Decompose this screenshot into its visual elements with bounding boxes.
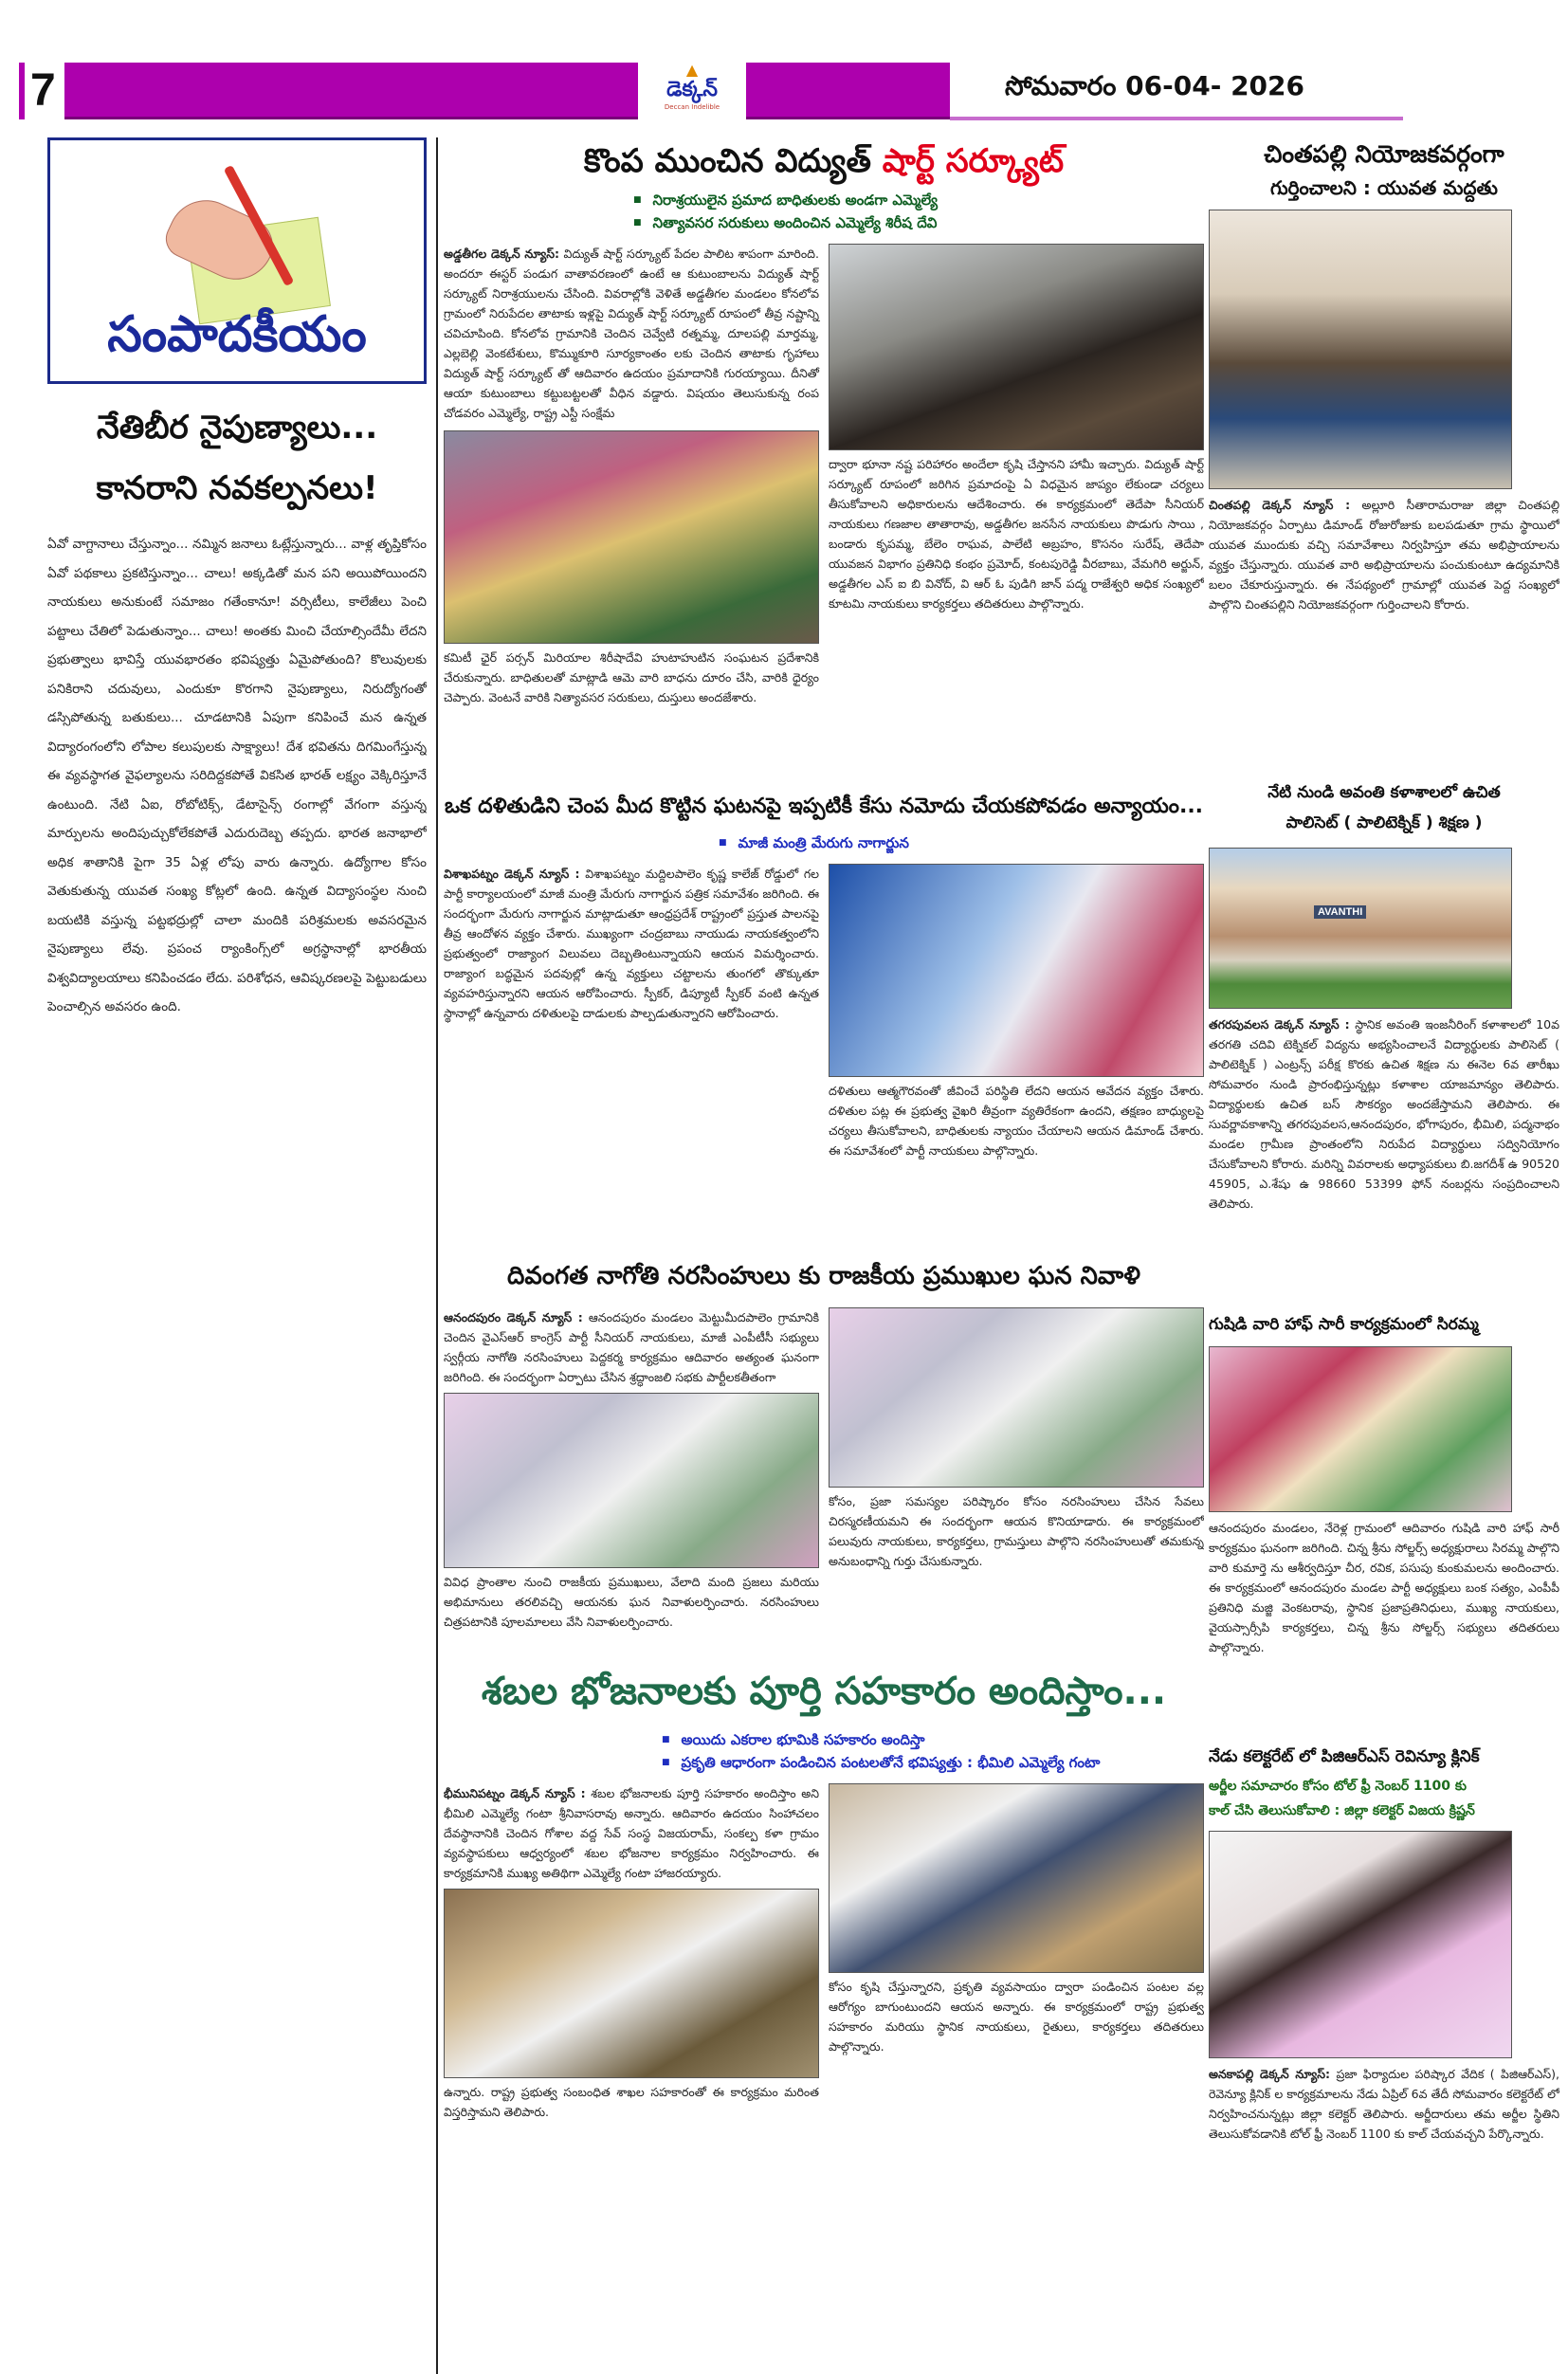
story-dalit-bullets <box>719 831 1204 854</box>
logo-name: డెక్కన్ <box>666 78 718 101</box>
issue-date: సోమవారం 06-04- 2026 <box>1005 70 1305 101</box>
photo-mla-distribution <box>444 430 819 644</box>
story-saree-body: ఆనందపురం మండలం, నేరెళ్ల గ్రామంలో ఆదివారం గుషిడి వారి హాఫ్ సారీ కార్యక్రమం ఘనంగా జరిగింది. చిన్న శ్రీను సోల్జర్స్ అధ్యక్షురాలు సిరమ్మ పాల్గొని వారి కుమార్తె ను ఆశీర్వదిస్తూ చీర, రవిక, పసుపు కుంకుమలను అందించారు. ఈ కార్యక్రమంలో ఆనందపురం మండల పార్టీ అధ్యక్షులు బంక సత్యం, ఎంపీపీ ప్రతినిధి మజ్జి వెంకటరావు, స్థానిక ప్రజాప్రతినిధులు, ముఖ్య నాయకులు, వైయస్సార్సీపి కార్యకర్తలు, చిన్న శ్రీను సోల్జర్స్ సభ్యులు తదితరులు పాల్గొన్నారు. <box>1209 1521 1559 1654</box>
story-chintapalli-body: చింతపల్లి డెక్కన్ న్యూస్ : అల్లూరి సీతారామరాజు జిల్లా చింతపల్లి నియోజకవర్గం ఏర్పాటు డిమాండ్ రోజురోజుకు బలపడుతూ గ్రామ స్థాయిలో యువత ముందుకు వచ్చి సమావేశాలు నిర్వహిస్తూ తమ అభిప్రాయాలను వ్యక్తం చేస్తున్నారు. యువత వారి అభిప్రాయాలను పంచుకుంటూ ఉద్యమానికి బలం చేకూరుస్తున్నారు. ఈ నేపథ్యంలో గ్రామాల్లో యువత పెద్ద సంఖ్యలో పాల్గొని చింతపల్లిని నియోజకవర్గంగా గుర్తించాలని కోరారు. <box>1209 498 1559 612</box>
photo-press-meet <box>829 864 1204 1077</box>
story-avanthi <box>1209 777 1559 1308</box>
newspaper-logo <box>645 63 739 119</box>
photo-gosala-meeting <box>829 1783 1204 1973</box>
college-sign: AVANTHI <box>1314 905 1366 919</box>
photo-avanthi-college <box>1209 848 1512 1009</box>
photo-burnt-house <box>829 244 1204 450</box>
right-column <box>1209 137 1559 2374</box>
story-dalit-body-1: విశాఖపట్నం డెక్కన్ న్యూస్ : విశాఖపట్నం మద్దిలపాలెం కృష్ణ కాలేజ్ రోడ్డులో గల పార్టీ కార్యాలయంలో మాజీ మంత్రి మేరుగు నాగార్జున పత్రిక సమావేశం జరిగింది. ఈ సందర్భంగా మేరుగు నాగార్జున మాట్లాడుతూ ఆంధ్రప్రదేశ్ రాష్ట్రంలో ప్రస్తుత పాలనపై తీవ్ర ఆందోళన వ్యక్తం చేశారు. ముఖ్యంగా చంద్రబాబు నాయుడు నాయకత్వంలోని ప్రభుత్వంలో రాజ్యాంగ విలువలు దెబ్బతింటున్నాయని ఆయన విమర్శించారు. రాజ్యాంగ బద్ధమైన పదవుల్లో ఉన్న వ్యక్తులు చట్టాలను తుంగలో తొక్కుతూ వ్యవహరిస్తున్నారని ఆయన ఆరోపించారు. స్పీకర్, డిప్యూటీ స్పీకర్ వంటి ఉన్నత స్థానాల్లో ఉన్నవారు దళితులపై దాడులకు పాల్పడుతున్నారని ఆరోపించారు. <box>444 867 819 1020</box>
story-fire-body-3: ద్వారా భూనా నష్ట పరిహారం అందేలా కృషి చేస్తానని హామీ ఇచ్చారు. విద్యుత్ షార్ట్ సర్క్యూట్ రూపంలో జరిగిన ప్రమాదంపై ఏ విధమైన జాప్యం లేకుండా చర్యలు తీసుకోవాలని అధికారులను ఆదేశించారు. ఈ కార్యక్రమంలో తెదేపా సీనియర్ నాయకులు గణజాల తాతారావు, అడ్డతీగల జనసేన నాయకులు పొడుగు సాయి , బండారు కృపమ్మ, బేలెం రాఘవ, పాలేటి అబ్రహం, కొసనం సురేష్, తెదేపా యువజన విభాగం ప్రతినిధి కంభం ప్రమోద్, కంటపురెడ్డి వీరబాబు, వేమగిరి అర్జున్, అడ్డతీగల ఎస్ ఐ బి వినోద్, వి ఆర్ ఓ పుడిగి జాన్ పద్మ రాజేశ్వరి అధిక సంఖ్యలో కూటమి నాయకులు కార్యకర్తలు తదితరులు పాల్గొన్నారు. <box>829 457 1204 611</box>
story-fire-bullets <box>633 189 1204 234</box>
story-dalit <box>444 786 1204 1251</box>
headline-red-part: షార్ట్ సర్క్యూట్ <box>882 142 1065 180</box>
story-avanthi-body: తగరపువలస డెక్కన్ న్యూస్ : స్థానిక అవంతి ఇంజనీరింగ్ కళాశాలలో 10వ తరగతి చదివి టెక్నికల్ విద్యను అభ్యసించాలనే విద్యార్థులకు పాలిసెట్ ( పాలిటెక్నిక్ ) ఎంట్రన్స్ పరీక్ష కొరకు ఉచిత శిక్షణ ను ఈనెల 6వ తారీఖు సోమవారం నుండి ప్రారంభిస్తున్నట్లు కళాశాల యాజమాన్యం తెలిపారు. విద్యార్థులకు ఉచిత బస్ సౌకర్యం అందజేస్తామని తెలిపారు. ఈ సువర్ణావకాశాన్ని తగరపువలస,ఆనందపురం, భోగాపురం, భీమిలి, పద్మనాభం మండల గ్రామీణ ప్రాంతంలోని నిరుపేద విద్యార్థులు సద్వినియోగం చేసుకోవాలని కోరారు. మరిన్ని వివరాలకు అధ్యాపకులు బి.జగదీశ్ ఉ 90520 45905, ఎ.శేషు ఉ 98660 53399 ఫోన్ నంబర్లను సంప్రదించాలని తెలిపారు. <box>1209 1017 1559 1211</box>
editorial-section-title: సంపాదకీయం <box>107 306 367 363</box>
story-avanthi-headline-2: పాలిసెట్ ( పాలిటెక్నిక్ ) శిక్షణ ) <box>1285 813 1483 832</box>
story-fire-body-2: కమిటీ ఛైర్ పర్సన్ మిరియాల శిరీషాదేవి హుటాహుటిన సంఘటన ప్రదేశానికి చేరుకున్నారు. బాధితులతో మాట్లాడి ఆమె వారి బాధను దూరం చేసి, వారికి ధైర్యం చెప్పారు. వెంటనే వారికి నిత్యావసర సరుకులు, దుస్తులు అందజేశారు. <box>444 650 819 704</box>
story-dalit-headline: ఒక దళితుడిని చెంప మీద కొట్టిన ఘటనపై ఇప్పటికీ కేసు నమోదు చేయకపోవడం అన్యాయం... <box>444 794 1204 818</box>
story-collector-headline: నేడు కలెక్టరేట్ లో పిజిఆర్ఎస్ రెవిన్యూ క్లినిక్ <box>1209 1747 1480 1766</box>
editorial-headline-2: కానరాని నవకల్పనలు! <box>96 469 378 507</box>
masthead <box>19 63 1422 121</box>
photo-tribute-portrait <box>829 1307 1204 1488</box>
dateline: విశాఖపట్నం డెక్కన్ న్యూస్ : <box>444 867 580 881</box>
story-gosala-headline: శబల భోజనాలకు పూర్తి సహకారం అందిస్తాం... <box>481 1670 1167 1713</box>
headline-black-part: కొంప ముంచిన విద్యుత్ <box>583 142 871 180</box>
story-tribute-body-2: కోసం, ప్రజా సమస్యల పరిష్కారం కోసం నరసింహులు చేసిన సేవలు చిరస్మరణీయమని ఈ సందర్భంగా ఆయన కొనియాడారు. ఈ కార్యక్రమంలో పలువురు నాయకులు, కార్యకర్తలు, గ్రామస్తులు పాల్గొని నరసింహులుతో తమకున్న అనుబంధాన్ని గుర్తు చేసుకున్నారు. <box>829 1494 1204 1568</box>
story-gosala-body-3: ఉన్నారు. రాష్ట్ర ప్రభుత్వ సంబంధిత శాఖల సహకారంతో ఈ కార్యక్రమం మరింత విస్తరిస్తామని తెలిపారు. <box>444 2085 819 2119</box>
story-chintapalli-headline-1: చింతపల్లి నియోజకవర్గంగా <box>1264 140 1504 168</box>
story-collector-subhead-2: కాల్ చేసి తెలుసుకోవాలి : జిల్లా కలెక్టర్ విజయ క్రిష్ణన్ <box>1209 1803 1475 1818</box>
center-columns <box>436 137 1204 2374</box>
logo-tagline: Deccan Indelible <box>664 103 720 111</box>
story-collector <box>1209 1740 1559 2144</box>
bullet-item: ■ అయిదు ఎకరాల భూమికి సహకారం అందిస్తా <box>662 1728 1204 1751</box>
editorial-body: ఏవో వాగ్దానాలు చేస్తున్నాం... నమ్మిన జనాలు ఓట్లేస్తున్నారు... వాళ్ల తృప్తికోసం ఏవో పథకాలు ప్రకటిస్తున్నాం... చాలు! అక్కడితో మన పని అయిపోయిందని నాయకులు అనుకుంటే సమాజం గతేంకానూ! వర్సిటీలు, కాలేజీలు పెంచి పట్టాలు చేతిలో పెడుతున్నాం... చాలు! అంతకు మించి చేయాల్సిందేమీ లేదని ప్రభుత్వాలు భావిస్తే యువభారతం భవిష్యత్తు ఏమైపోతుంది? కొలువులకు పనికిరాని చదువులు, ఎందుకూ కొరగాని నైపుణ్యాలు, నిరుద్యోగంతో డస్సిపోతున్న బతుకులు... చూడటానికి ఏపుగా కనిపించే మన ఉన్నత విద్యారంగంలోని లోపాల కలుపులకు సాక్ష్యాలు! దేశ భవితను దిగమింగేస్తున్న ఈ వ్యవస్థాగత వైఫల్యాలను సరిదిద్దకపోతే వికసిత భారత్ లక్ష్యం వెక్కిరిస్తూనే ఉంటుంది. నేటి ఏఐ, రోబోటిక్స్, డేటాసైన్స్ రంగాల్లో వేగంగా వస్తున్న మార్పులను అందిపుచ్చుకోలేకపోతే ఎదురుదెబ్బ తప్పదు. భారత జనాభాలో అధిక శాతానికి పైగా 35 ఏళ్ల లోపు వారు ఉన్నారు. ఉద్యోగాల కోసం వెతుకుతున్న యువత సంఖ్య కోట్లలో ఉంది. ఉన్నత విద్యాసంస్థల నుంచి బయటికి వస్తున్న పట్టభద్రుల్లో చాలా మందికి పరిశ్రమలకు అవసరమైన నైపుణ్యాలు లేవు. ప్రపంచ ర్యాంకింగ్స్‌లో అగ్రస్థానాల్లో భారతీయ విశ్వవిద్యాలయాలు కనిపించడం లేదు. పరిశోధన, ఆవిష్కరణలపై పెట్టుబడులు పెంచాల్సిన అవసరం ఉంది. <box>47 537 427 1014</box>
page-number: 7 <box>30 65 56 116</box>
masthead-band-right <box>746 63 950 119</box>
flame-icon: ▲ <box>685 61 699 79</box>
photo-youth-meeting <box>1209 210 1512 489</box>
story-dalit-body-2: దళితులు ఆత్మగౌరవంతో జీవించే పరిస్థితి లేదని ఆయన ఆవేదన వ్యక్తం చేశారు. దళితుల పట్ల ఈ ప్రభుత్వ వైఖరి తీవ్రంగా వ్యతిరేకంగా ఉందని, తక్షణం బాధ్యులపై చర్యలు తీసుకోవాలని, బాధితులకు న్యాయం చేయాలని ఆయన డిమాండ్ చేశారు. ఈ సమావేశంలో పార్టీ నాయకులు పాల్గొన్నారు. <box>829 1084 1204 1158</box>
page-number-bar <box>19 63 25 119</box>
story-gosala <box>444 1658 1204 2122</box>
dateline: చింతపల్లి డెక్కన్ న్యూస్ : <box>1209 498 1351 512</box>
story-tribute-body-1: ఆనందపురం డెక్కన్ న్యూస్ : ఆనందపురం మండలం మెట్టుమీదపాలెం గ్రామానికి చెందిన వైఎస్ఆర్ కాంగ్రెస్ పార్టీ సీనియర్ నాయకులు, మాజీ ఎంపీటీసీ సభ్యులు స్వర్గీయ నాగోతి నరసింహులు పెద్దకర్మ కార్యక్రమం ఆదివారం అత్యంత ఘనంగా జరిగింది. ఈ సందర్భంగా ఏర్పాటు చేసిన శ్రద్ధాంజలి సభకు పార్టీలకతీతంగా <box>444 1310 820 1384</box>
story-tribute-headline: దివంగత నాగోతి నరసింహులు కు రాజకీయ ప్రముఖుల ఘన నివాళి <box>507 1262 1140 1290</box>
story-avanthi-headline-1: నేటి నుండి అవంతి కళాశాలలో ఉచిత <box>1267 783 1501 802</box>
dateline: తగరపువలస డెక్కన్ న్యూస్ : <box>1209 1017 1350 1032</box>
dateline: అనకాపల్లి డెక్కన్ న్యూస్: <box>1209 2067 1331 2081</box>
photo-gosala-group <box>444 1889 819 2078</box>
story-tribute <box>444 1251 1204 1658</box>
story-gosala-body-1: భీమునిపట్నం డెక్కన్ న్యూస్ : శబల భోజనాలకు పూర్తి సహకారం అందిస్తాం అని భీమిలి ఎమ్మెల్యే గంటా శ్రీనివాసరావు అన్నారు. ఆదివారం ఉదయం సింహాచలం దేవస్థానానికి చెందిన గోశాల వద్ద సేవ్ సంస్థ విజయరామ్, సంకల్ప కళా గ్రామం వ్యవస్థాపకులు ఆధ్వర్యంలో శబల భోజనాల కార్యక్రమం నిర్వహించారు. ఈ కార్యక్రమానికి ముఖ్య అతిథిగా ఎమ్మెల్యే గంటా హాజరయ్యారు. <box>444 1786 819 1880</box>
editorial-column <box>47 137 427 2374</box>
story-fire-body-1: అడ్డతీగల డెక్కన్ న్యూస్: విద్యుత్ షార్ట్ సర్క్యూట్ పేదల పాలిట శాపంగా మారింది. అందరూ ఈస్టర్ పండుగ వాతావరణంలో ఉంటే ఆ కుటుంబాలను విద్యుత్ షార్ట్ సర్క్యూట్ నిరాశ్రయులను చేసింది. వివరాల్లోకి వెళితే అడ్డతీగల మండలం కోనలోవ గ్రామంలో నిరుపేదల తాటాకు ఇళ్లపై విద్యుత్ షార్ట్ సర్క్యూట్ రూపంలో తీవ్ర నష్టాన్ని చవిచూపింది. కోనలోవ గ్రామానికి చెందిన చెవ్వేటి రత్నమ్మ, దూలపల్లి మార్తమ్మ, ఎల్లబెల్లి వెంకటేశులు, కొమ్ముకూరి సూర్యకాంతం లకు చెందిన తాటాకు గృహాలు విద్యుత్ షార్ట్ సర్క్యూట్ తో ఆదివారం ఉదయం ప్రమాదానికి గురయ్యాయి. దీనితో ఆయా కుటుంబాలు కట్టుబట్టలతో వీధిన వడ్డారు. విషయం తెలుసుకున్న రంప చోడవరం ఎమ్మెల్యే, రాష్ట్ర ఎస్టీ సంక్షేమ <box>444 247 819 420</box>
editorial-banner <box>47 137 427 384</box>
story-saree <box>1209 1308 1559 1740</box>
photo-tribute-meeting <box>444 1393 819 1568</box>
bullet-item: ■ ప్రకృతి ఆధారంగా పండించిన పంటలతోనే భవిష్యత్తు : భీమిలి ఎమ్మెల్యే గంటా <box>662 1751 1204 1774</box>
story-collector-subhead-1: అర్జీల సమాచారం కోసం టోల్ ఫ్రీ నెంబర్ 1100 కు <box>1209 1779 1468 1794</box>
story-chintapalli <box>1209 137 1559 777</box>
bullet-item: ■ మాజీ మంత్రి మేరుగు నాగార్జున <box>719 831 1204 854</box>
date-underline <box>950 117 1403 120</box>
story-saree-headline: గుషిడి వారి హాఫ్ సారీ కార్యక్రమంలో సిరమ్మ <box>1209 1315 1479 1334</box>
story-fire-headline <box>444 137 1204 185</box>
bullet-item: ■ నిరాశ్రయులైన ప్రమాద బాధితులకు అండగా ఎమ్మెల్యే <box>633 189 1204 211</box>
editorial-headline-1: నేతిబీర నైపుణ్యాలు... <box>96 409 378 447</box>
story-gosala-body-2: కోసం కృషి చేస్తున్నారని, ప్రకృతి వ్యవసాయం ద్వారా పండించిన పంటల వల్ల ఆరోగ్యం బాగుంటుందని ఆయన అన్నారు. ఈ కార్యక్రమంలో రాష్ట్ర ప్రభుత్వ సహకారం మరియు స్థానిక నాయకులు, రైతులు, కార్యకర్తలు తదితరులు పాల్గొన్నారు. <box>829 1980 1204 2054</box>
photo-half-saree <box>1209 1346 1512 1512</box>
bullet-item: ■ నిత్యావసర సరుకులు అందించిన ఎమ్మెల్యే శిరీష దేవి <box>633 211 1204 234</box>
dateline: అడ్డతీగల డెక్కన్ న్యూస్: <box>444 247 560 261</box>
story-collector-body: అనకాపల్లి డెక్కన్ న్యూస్: ప్రజా ఫిర్యాదుల పరిష్కార వేదిక ( పిజిఆర్ఎస్), రెవెన్యూ క్లినిక్ ల కార్యక్రమాలను నేడు ఏప్రిల్ 6వ తేదీ సోమవారం కలెక్టరేట్ లో నిర్వహించనున్నట్లు జిల్లా కలెక్టర్ తెలిపారు. అర్జీదారులు తమ అర్జీల స్థితిని తెలుసుకోవడానికి టోల్ ఫ్రీ నెంబర్ 1100 కు కాల్ చేయవచ్చని పేర్కొన్నారు. <box>1209 2067 1559 2141</box>
photo-district-collector <box>1209 1831 1512 2058</box>
dateline: భీమునిపట్నం డెక్కన్ న్యూస్ : <box>444 1786 586 1800</box>
dateline: ఆనందపురం డెక్కన్ న్యూస్ : <box>444 1310 583 1324</box>
story-chintapalli-headline-2: గుర్తించాలని : యువత మద్దతు <box>1270 176 1498 199</box>
story-tribute-body-3: వివిధ ప్రాంతాల నుంచి రాజకీయ ప్రముఖులు, వేలాది మంది ప్రజలు మరియు అభిమానులు తరలివచ్చి ఆయనకు ఘన నివాళులర్పించారు. నరసింహులు చిత్రపటానికి పూలమాలలు వేసి నివాళులర్పించారు. <box>444 1575 819 1629</box>
story-fire <box>444 137 1204 782</box>
masthead-band-left <box>64 63 638 119</box>
story-gosala-bullets <box>662 1728 1204 1774</box>
